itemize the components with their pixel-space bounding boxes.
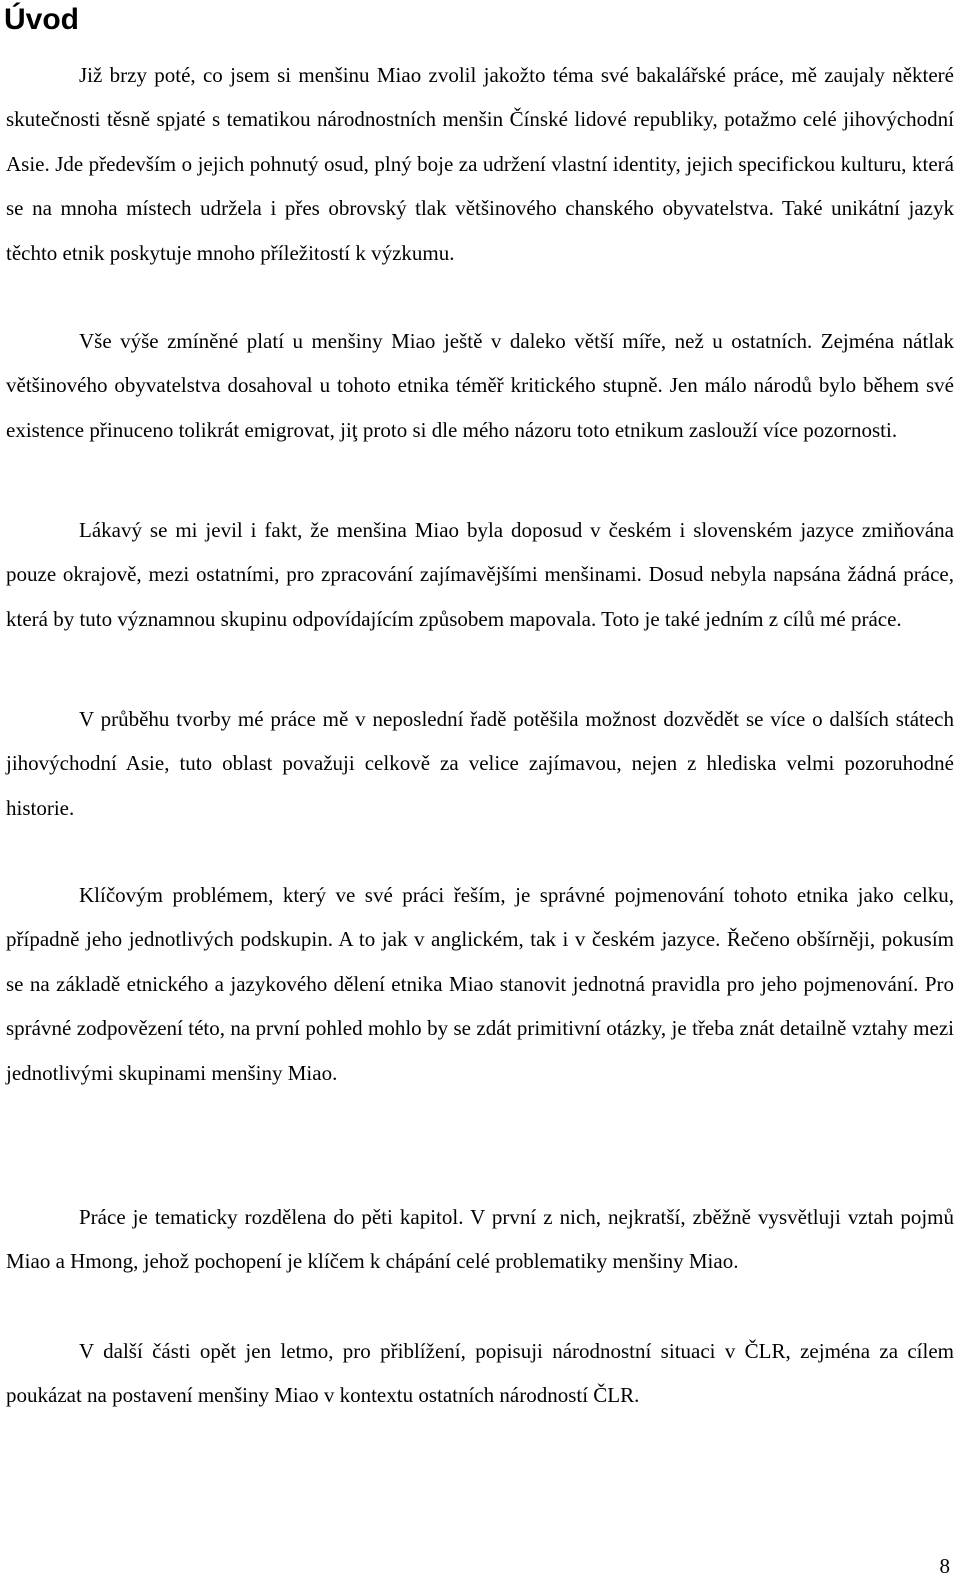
paragraph-1: Již brzy poté, co jsem si menšinu Miao zvolil jakožto téma své bakalářské práce, mě zaujaly některé skutečnosti těsně spjaté s tematikou národnostních menšin Čínské lidové republiky, potažmo celé jihovýchodní Asie. Jde především o jejich pohnutý osud, plný boje za udržení vlastní identity, jejich specifickou kulturu, která se na mnoha místech udržela i přes obrovský tlak většinového chanského obyvatelstva. Také unikátní jazyk těchto etnik poskytuje mnoho příležitostí k výzkumu.	[6, 63, 954, 265]
paragraph-2: Vše výše zmíněné platí u menšiny Miao ještě v daleko větší míře, než u ostatních. Zejména nátlak většinového obyvatelstva dosahoval u tohoto etnika téměř kritického stupně. Jen málo národů bylo během své existence přinuceno tolikrát emigrovat, jiţ proto si dle mého názoru toto etnikum zaslouží více pozornosti.	[6, 329, 954, 442]
section-heading: Úvod	[4, 3, 79, 36]
paragraph-6: Práce je tematicky rozdělena do pěti kapitol. V první z nich, nejkratší, zběžně vysvětluji vztah pojmů Miao a Hmong, jehož pochopení je klíčem k chápání celé problematiky menšiny Miao.	[6, 1205, 954, 1274]
paragraph-3: Lákavý se mi jevil i fakt, že menšina Miao byla doposud v českém i slovenském jazyce zmiňována pouze okrajově, mezi ostatními, pro zpracování zajímavějšími menšinami. Dosud nebyla napsána žádná práce, která by tuto významnou skupinu odpovídajícím způsobem mapovala. Toto je také jedním z cílů mé práce.	[6, 518, 954, 631]
page-number: 8	[939, 1554, 950, 1578]
paragraph-5: Klíčovým problémem, který ve své práci řeším, je správné pojmenování tohoto etnika jako celku, případně jeho jednotlivých podskupin. A to jak v anglickém, tak i v českém jazyce. Řečeno obšírněji, pokusím se na základě etnického a jazykového dělení etnika Miao stanovit jednotná pravidla pro jeho pojmenování. Pro správné zodpovězení této, na první pohled mohlo by se zdát primitivní otázky, je třeba znát detailně vztahy mezi jednotlivými skupinami menšiny Miao.	[6, 883, 954, 1085]
paragraph-4: V průběhu tvorby mé práce mě v neposlední řadě potěšila možnost dozvědět se více o dalších státech jihovýchodní Asie, tuto oblast považuji celkově za velice zajímavou, nejen z hlediska velmi pozoruhodné historie.	[6, 707, 954, 820]
paragraph-7: V další části opět jen letmo, pro přiblížení, popisuji národnostní situaci v ČLR, zejména za cílem poukázat na postavení menšiny Miao v kontextu ostatních národností ČLR.	[6, 1339, 954, 1408]
